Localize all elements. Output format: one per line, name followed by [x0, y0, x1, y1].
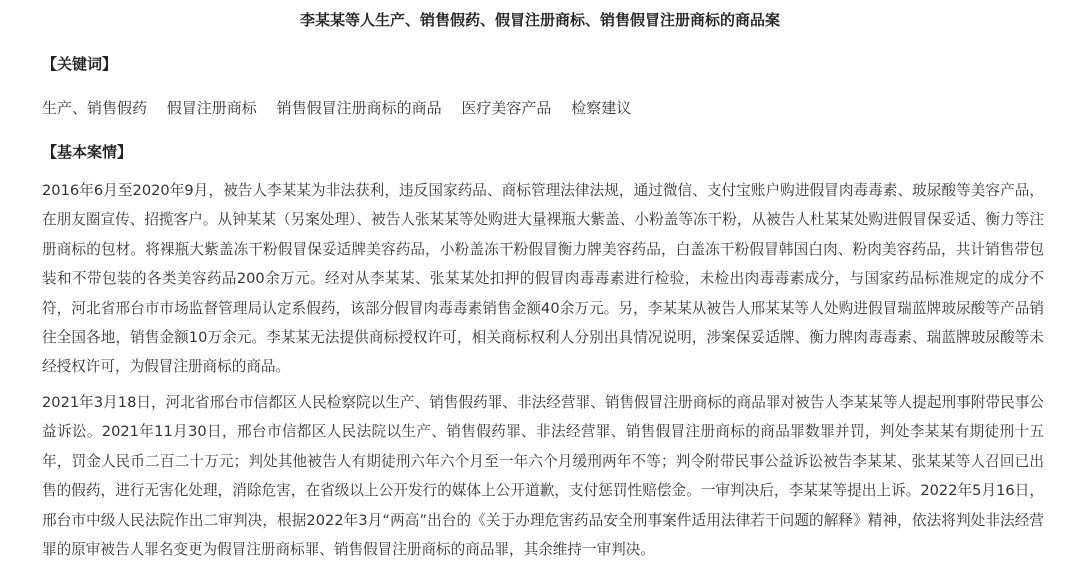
- keyword-item: 检察建议: [571, 99, 632, 117]
- keyword-item: 生产、销售假药: [42, 99, 148, 117]
- case-paragraph-2: [42, 388, 1044, 564]
- keyword-item: 假冒注册商标: [166, 99, 257, 117]
- facts-heading: 【基本案情】: [42, 143, 133, 161]
- keyword-item: 医疗美容产品: [461, 99, 552, 117]
- document-title: 李某某等人生产、销售假药、假冒注册商标、销售假冒注册商标的商品案: [299, 11, 780, 29]
- case-paragraph-2-text: 2021年3月18日，河北省邢台市信都区人民检察院以生产、销售假药罪、非法经营罪、销售假冒注册商标的商品罪对被告人李某某等人提起刑事附带民事公益诉讼。2021年11月30日，邢台市信都区人民法院以生产、销售假药罪、非法经营罪、销售假冒注册商标的商品罪数罪并罚，判处李某某有期徒刑十五年，罚金人民币二百二十万元；判处其他被告人有期徒刑六年六个月至一年六个月缓刑两年不等；判令附带民事公益诉讼被告李某某、张某某等人召回已出售的假药，进行无害化处理，消除危害，在省级以上公开发行的媒体上公开道歉，支付惩罚性赔偿金。一审判决后，李某某等提出上诉。2022年5月16日，邢台市中级人民法院作出二审判决，根据2022年3月“两高”出台的《关于办理危害药品安全刑事案件适用法律若干问题的解释》精神，依法将判处非法经营罪的原审被告人罪名变更为假冒注册商标罪、销售假冒注册商标的商品罪，其余维持一审判决。: [42, 394, 1044, 559]
- keyword-item: 销售假冒注册商标的商品: [276, 99, 442, 117]
- case-paragraph-1: [42, 176, 1044, 382]
- case-paragraph-1-text: 2016年6月至2020年9月，被告人李某某为非法获利，违反国家药品、商标管理法律法规，通过微信、支付宝账户购进假冒肉毒毒素、玻尿酸等美容产品，在朋友圈宣传、招揽客户。从钟某某（另案处理）、被告人张某某等处购进大量裸瓶大紫盖、小粉盖等冻干粉，从被告人杜某某处购进假冒保妥适、衡力等注册商标的包材。将裸瓶大紫盖冻干粉假冒保妥适牌美容药品，小粉盖冻干粉假冒衡力牌美容药品，白盖冻干粉假冒韩国白肉、粉肉美容药品，共计销售带包装和不带包装的各类美容药品200余万元。经对从李某某、张某某处扣押的假冒肉毒毒素进行检验，未检出肉毒毒素成分，与国家药品标准规定的成分不符，河北省邢台市市场监督管理局认定系假药，该部分假冒肉毒毒素销售金额40余万元。另，李某某从被告人邢某某等人处购进假冒瑞蓝牌玻尿酸等产品销往全国各地，销售金额10万余元。李某某无法提供商标授权许可，相关商标权利人分别出具情况说明，涉案保妥适牌、衡力牌肉毒毒素、瑞蓝牌玻尿酸等未经授权许可，为假冒注册商标的商品。: [42, 182, 1044, 376]
- keywords-heading: 【关键词】: [42, 55, 118, 73]
- keywords-list: [42, 96, 646, 120]
